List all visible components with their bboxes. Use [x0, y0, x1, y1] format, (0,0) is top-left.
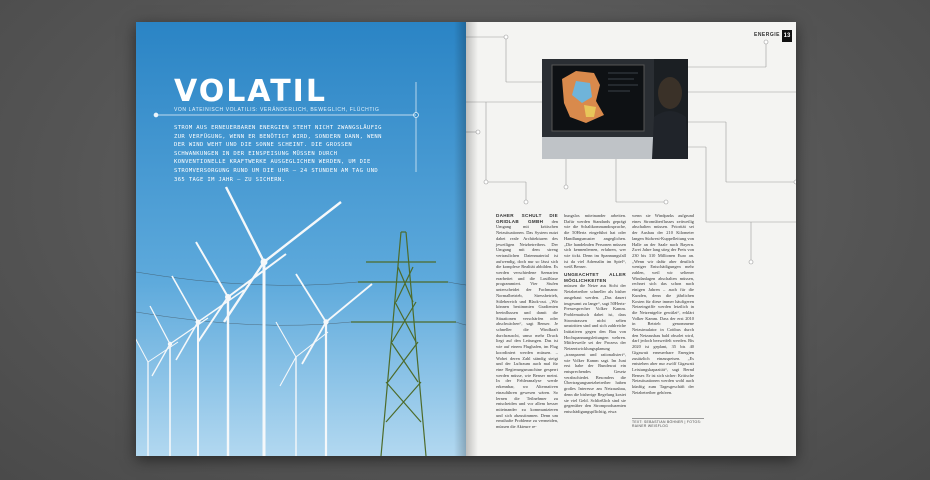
right-page	[466, 22, 796, 456]
column-3-text: wenn sie Windparks aufgrund eines Stromüberflusses zeitweilig abschalten müssen. Priorität sei der Ausbau der 210 Kilometer langen Südwest-Kuppelleitung von Halle an der Saale nach Bayern. Zwei Jahre lang stieg der Preis von 230 bis 310 Millionen Euro an. „Wenn wir dafür aber deutlich weniger Entschädigungen mehr zahlen, weil wir seltener Windanlagen abschalten müssen, rechnet sich das schon nach einigen Jahren – auch für die Kunden, denn die jährlichen Kosten für diese immer häufigeren Netzeingriffe werden letztlich in die Netzentgelte gewälzt“, erklärt Volker Kamm. Dass der erst 2010 in Betrieb genommene Netzsimulator in Cottbus durch den Netzausbau bald obsolet wird, darf jedoch bezweifelt werden. Bis 2020 ist geplant, 35 bis 40 Gigawatt erneuerbare Energien zusätzlich einzuspeisen. „Es entstehen aber nur zwölf Gigawatt Leistungskapazität“, sagt Bernd Benser. Er ist sich sicher: Kritische Netzsituationen werden wohl auch künftig zum Tagesgeschäft der Netzbetreiber gehören.	[632, 213, 694, 395]
intro-paragraph: STROM AUS ERNEUERBAREN ENERGIEN STEHT NICHT ZWANGSLÄUFIG ZUR VERFÜGUNG, WENN ER BENÖTIGT WIRD, SONDERN DANN, WENN DER WIND WEHT UND DIE SONNE SCHEINT. DIE GROSSEN SCHWANKUNGEN IN DER EINSPEISUNG MÜSSEN DURCH KONVENTIONELLE KRAFTWERKE AUSGEGLICHEN WERDEN, UM DIE STROMVERSORGUNG RUND UM DIE UHR – 24 STUNDEN AM TAG UND 365 TAGE IM JAHR – ZU SICHERN.	[174, 125, 382, 183]
column-1-text: den Umgang mit kritischen Netzsituationen. Das System nutzt dabei reale Architekturen des jeweiligen Netzbetreibers. Der Umgang mit dem streng vertraulichen Datenmaterial ist aufwendig, doch nur so lässt sich die komplexe Realität abbilden. Es werden verschiedene Szenarien erarbeitet und die Lastflüsse programmiert. Vier Stufen unterscheidet der Fachmann: Normalbetrieb, Stressbetrieb, Stilebereich und Black-out. „Wir können bestimmten Gradienten beeinflussen und damit die Situationen verschärfen oder abschwächen“, sagt Benser. Je schneller die Windkraft durchrauscht, umso mehr Druck liegt auf den Leitungen. Das ist wie auf einem Flughafen, im Flug koordiniert werden müssen. – Wobei deren Zahl ständig steigt und der Luftraum auch mal für eine Regierungsmaschine gesperrt werden müsse, wie Benser meint. In der Fehleranalyse werde erkennbar, wo Alternativen einzuführen gewesen wären. So lernen die Teilnehmer zu entscheiden und vor allem besser miteinander zu kommunizieren und sich abzustimmen. Denn um ernsthafte Probleme zu vermeiden, müssen die Akteure re-	[496, 218, 558, 430]
left-page	[136, 22, 466, 456]
article-column-3	[632, 213, 694, 396]
magazine-spread	[136, 22, 796, 456]
headline: VOLATIL	[174, 74, 327, 109]
page-number-right: 13	[782, 30, 792, 42]
photo-text-credit: TEXT: SEBASTIAN BÖHNER | FOTOS: RAINER WEISFLOG	[632, 418, 704, 428]
column-2-subhead: UNGEACHTET ALLER MÖGLICHKEITEN	[564, 272, 626, 283]
column-1-lead: DAHER SCHULT DIE GRIDLAB GMBH	[496, 213, 558, 224]
headline-subline: VON LATEINISCH VOLATILIS: VERÄNDERLICH, BEWEGLICH, FLÜCHTIG	[174, 107, 380, 113]
section-label-right: ENERGIE	[753, 32, 780, 38]
article-column-2	[564, 213, 626, 415]
article-column-1	[496, 213, 558, 430]
column-2-text-2: müssen die Netze aus Sicht der Netzbetreiber schneller als bisher ausgebaut werden. „Das dauert insgesamt zu lange“, sagt 50Hertz-Pressesprecher Volker Kamm. Problematisch dabei ist, dass Stromtrassen nicht selten umstritten sind und sich zahlreiche Initiativen gegen den Bau von Hochspannungsleitungen wehren. Mittlerweile sei der Prozess der Netzentwicklungsplanung „transparent und rationalisiert“, wie Volker Kamm sagt. Im Juni erst habe der Bundesrat ein entsprechendes Gesetz verabschiedet. Besonders die Übertragungsnetzbetreiber haben großes Interesse am Netzausbau, denn die bisherige Regelung kostet sie viel Geld. Schließlich sind sie gegenüber den Stromproduzenten entschädigungspflichtig, etwa	[564, 283, 626, 414]
control-room-photo	[542, 59, 688, 159]
column-2-text: bungslos miteinander arbeiten. Dafür werden Standards geprägt wie die Schaltkommandosprache, die 50Hertz eingeführt hat oder Handlungsmuster angeglichen. „Die handelnden Personen müssen sich kennenlernen, erfahren, wer wie tickt. Denn im Spannungsfall ist da viel Adrenalin im Spiel“, weiß Benser.	[564, 213, 626, 270]
